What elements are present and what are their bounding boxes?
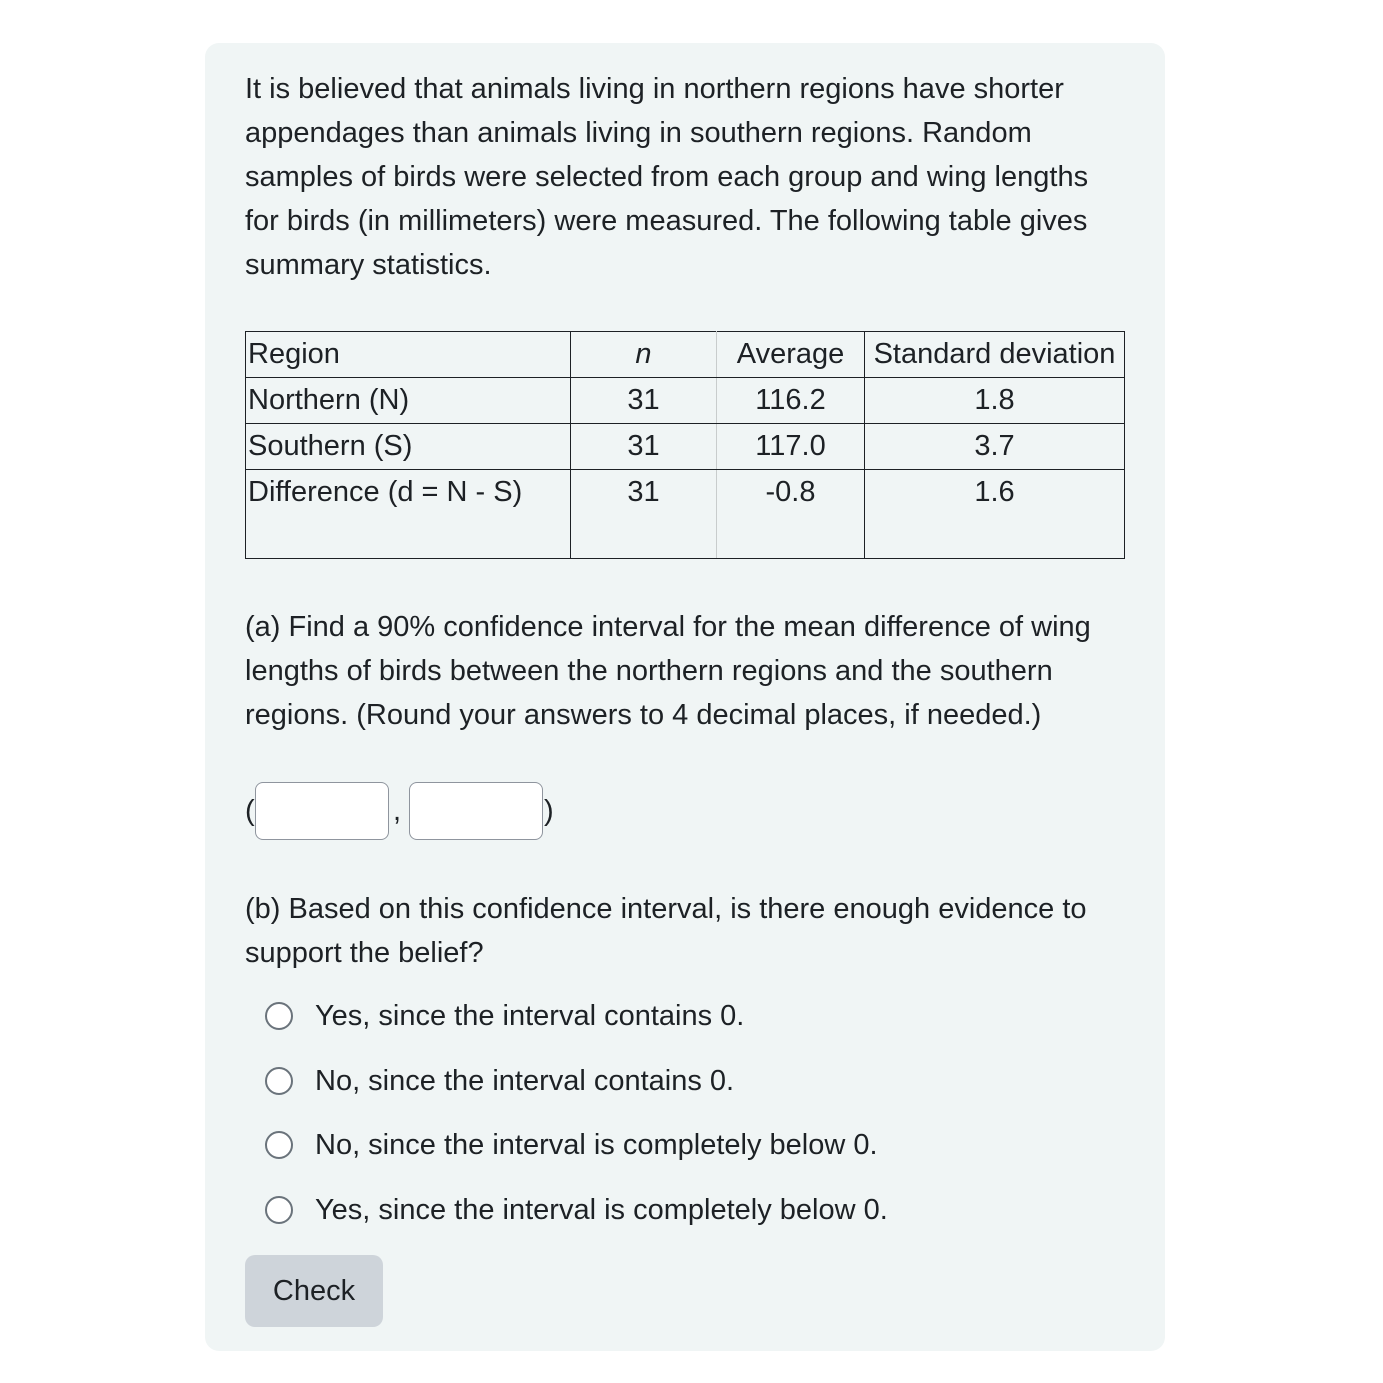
cell-average: -0.8 — [717, 470, 865, 559]
cell-region: Difference (d = N - S) — [246, 470, 571, 559]
header-region: Region — [246, 332, 571, 378]
cell-n: 31 — [571, 470, 717, 559]
cell-average: 116.2 — [717, 378, 865, 424]
option-no-contains-zero[interactable] — [265, 1061, 734, 1101]
upper-bound-input[interactable] — [409, 782, 543, 840]
option-label: Yes, since the interval contains 0. — [315, 999, 745, 1032]
interval-comma: , — [393, 795, 402, 827]
open-paren: ( — [245, 795, 255, 827]
cell-n: 31 — [571, 424, 717, 470]
option-no-below-zero[interactable] — [265, 1125, 878, 1165]
check-button[interactable]: Check — [245, 1255, 383, 1327]
header-n: n — [571, 332, 717, 378]
radio-button[interactable] — [265, 1002, 293, 1030]
question-intro: It is believed that animals living in northern regions have shorter appendages than animals living in southern regions. Random samples of birds were selected from each group and wing lengths for birds (in millimeters) were measured. The following table gives summary statistics. — [245, 73, 1089, 281]
cell-sd: 1.6 — [865, 470, 1125, 559]
radio-button[interactable] — [265, 1196, 293, 1224]
option-label: Yes, since the interval is completely below 0. — [315, 1193, 888, 1226]
table-row — [246, 378, 1125, 424]
close-paren: ) — [544, 795, 554, 827]
table-row — [246, 470, 1125, 559]
cell-sd: 1.8 — [865, 378, 1125, 424]
summary-table — [245, 331, 1125, 559]
table-row — [246, 424, 1125, 470]
header-standard-deviation: Standard deviation — [865, 332, 1125, 378]
table-header-row — [246, 332, 1125, 378]
cell-region: Northern (N) — [246, 378, 571, 424]
option-yes-contains-zero[interactable] — [265, 996, 744, 1036]
radio-button[interactable] — [265, 1067, 293, 1095]
option-label: No, since the interval is completely below 0. — [315, 1128, 878, 1161]
cell-n: 31 — [571, 378, 717, 424]
part-b-prompt: (b) Based on this confidence interval, is there enough evidence to support the belief? — [245, 893, 1087, 969]
radio-button[interactable] — [265, 1131, 293, 1159]
cell-average: 117.0 — [717, 424, 865, 470]
option-label: No, since the interval contains 0. — [315, 1064, 735, 1097]
cell-region: Southern (S) — [246, 424, 571, 470]
lower-bound-input[interactable] — [255, 782, 389, 840]
question-card — [205, 43, 1165, 1351]
option-yes-below-zero[interactable] — [265, 1190, 888, 1230]
cell-sd: 3.7 — [865, 424, 1125, 470]
header-average: Average — [717, 332, 865, 378]
part-a-prompt: (a) Find a 90% confidence interval for the mean difference of wing lengths of birds between the northern regions and the southern regions. (Round your answers to 4 decimal places, if needed.) — [245, 611, 1091, 731]
